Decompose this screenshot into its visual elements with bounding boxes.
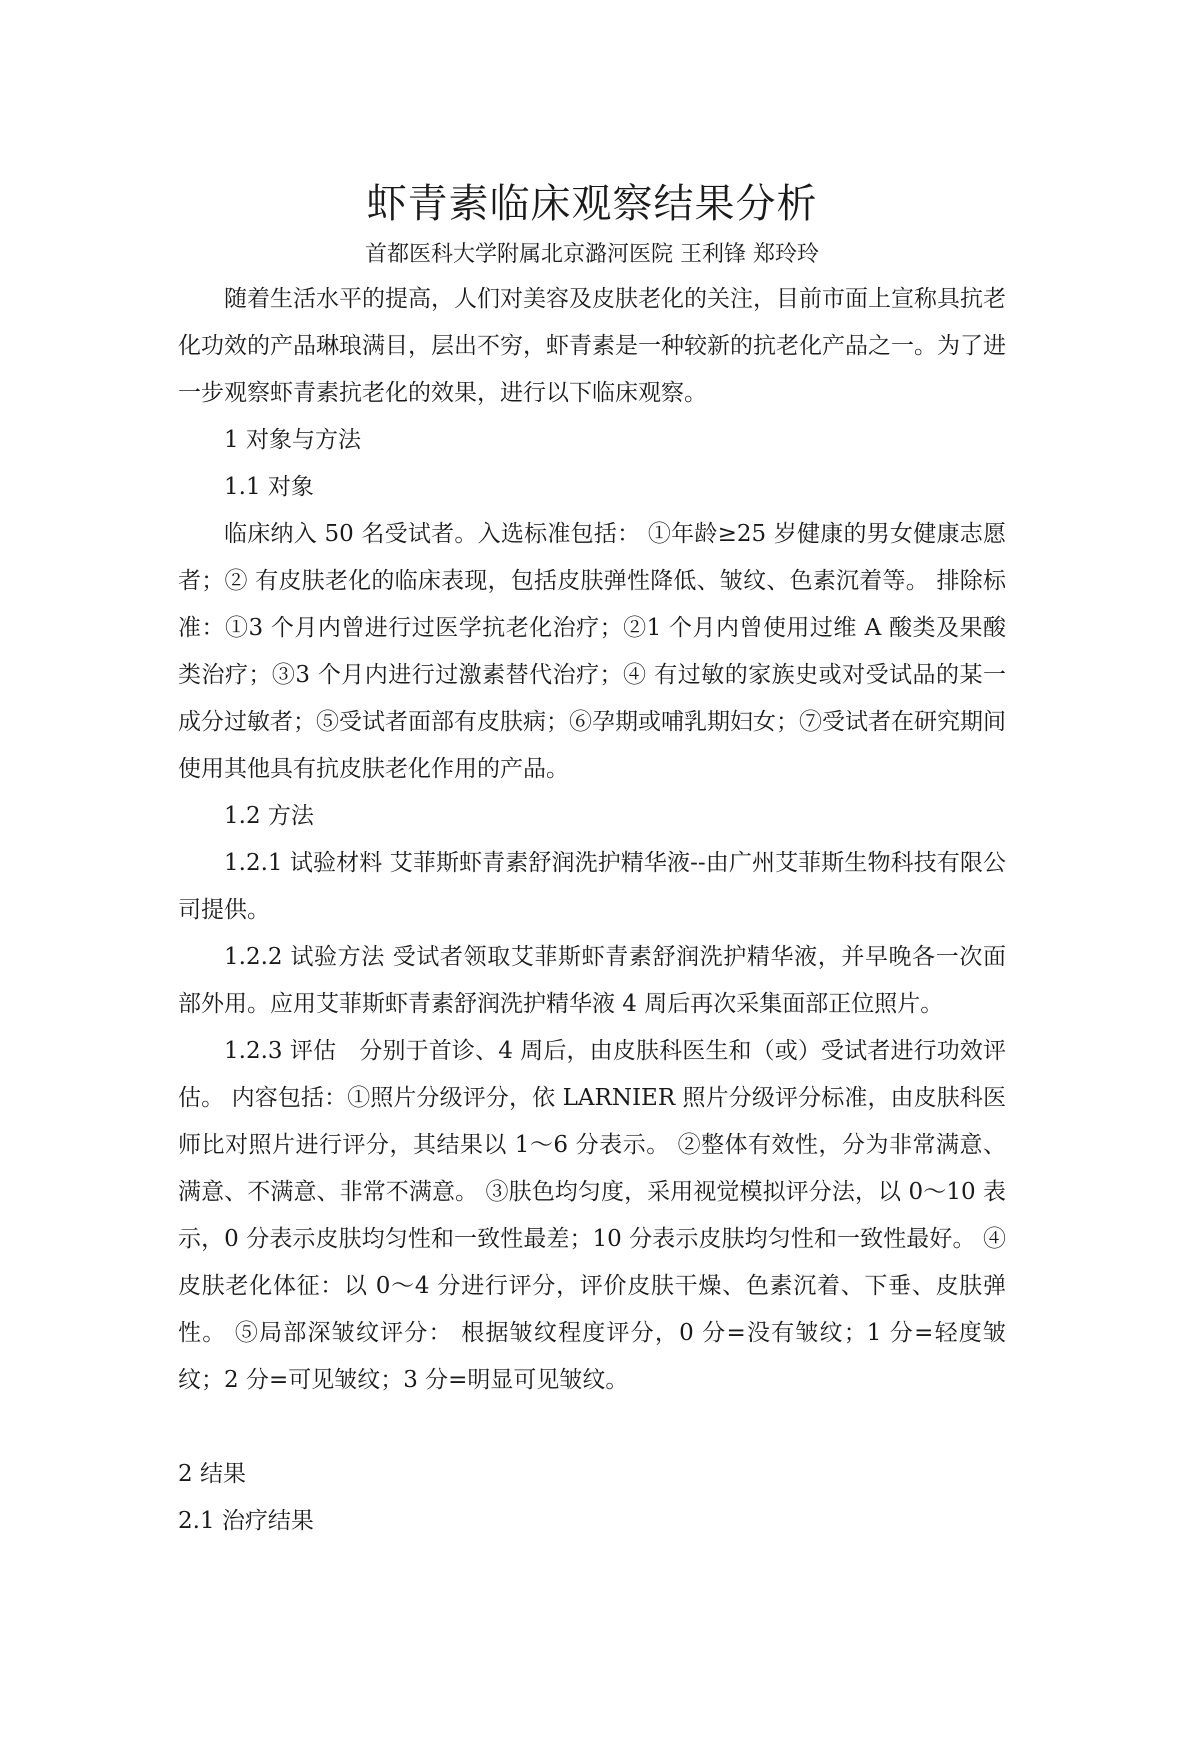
page-title: 虾青素临床观察结果分析: [366, 181, 818, 227]
evaluation-paragraph: 1.2.3 评估 分别于首诊、4 周后，由皮肤科医生和（或）受试者进行功效评估。 内容包括：①照片分级评分，依 LARNIER 照片分级评分标准，由皮肤科医师比对照片进行评分，其结果以 1～6 分表示。 ②整体有效性，分为非常满意、满意、不满意、非常不满意。 ③肤色均匀度，采用视觉模拟评分法，以 0～10 表示，0 分表示皮肤均匀性和一致性最差；10 分表示皮肤均匀性和一致性最好。 ④皮肤老化体征：以 0～4 分进行评分，评价皮肤干燥、色素沉着、下垂、皮肤弹性。 ⑤局部深皱纹评分： 根据皱纹程度评分，0 分=没有皱纹；1 分=轻度皱纹；2 分=可见皱纹；3 分=明显可见皱纹。: [178, 1038, 1006, 1393]
subjects-paragraph: 临床纳入 50 名受试者。入选标准包括： ①年龄≥25 岁健康的男女健康志愿者；② 有皮肤老化的临床表现，包括皮肤弹性降低、皱纹、色素沉着等。 排除标准：①3 个月内曾进行过医学抗老化治疗；②1 个月内曾使用过维 A 酸类及果酸类治疗；③3 个月内进行过激素替代治疗；④ 有过敏的家族史或对受试品的某一成分过敏者；⑤受试者面部有皮肤病；⑥孕期或哺乳期妇女；⑦受试者在研究期间使用其他具有抗皮肤老化作用的产品。: [178, 521, 1006, 782]
materials-paragraph: 1.2.1 试验材料 艾菲斯虾青素舒润洗护精华液--由广州艾菲斯生物科技有限公司提供。: [178, 850, 1006, 923]
subsection-heading-treatment-results: 2.1 治疗结果: [178, 1508, 314, 1534]
intro-paragraph: 随着生活水平的提高，人们对美容及皮肤老化的关注，目前市面上宣称具抗老化功效的产品琳琅满目，层出不穷，虾青素是一种较新的抗老化产品之一。为了进一步观察虾青素抗老化的效果，进行以下临床观察。: [178, 286, 1006, 406]
spacer: [178, 1404, 1006, 1451]
section-heading-methods: 1 对象与方法: [224, 427, 361, 453]
author-affiliation: 首都医科大学附属北京潞河医院 王利锋 郑玲玲: [365, 242, 819, 267]
method-paragraph: 1.2.2 试验方法 受试者领取艾菲斯虾青素舒润洗护精华液，并早晚各一次面部外用。应用艾菲斯虾青素舒润洗护精华液 4 周后再次采集面部正位照片。: [178, 944, 1006, 1017]
section-heading-results: 2 结果: [178, 1461, 246, 1487]
article-body: [178, 276, 1006, 1545]
subsection-heading-subjects: 1.1 对象: [224, 474, 314, 500]
subsection-heading-method: 1.2 方法: [224, 803, 314, 829]
